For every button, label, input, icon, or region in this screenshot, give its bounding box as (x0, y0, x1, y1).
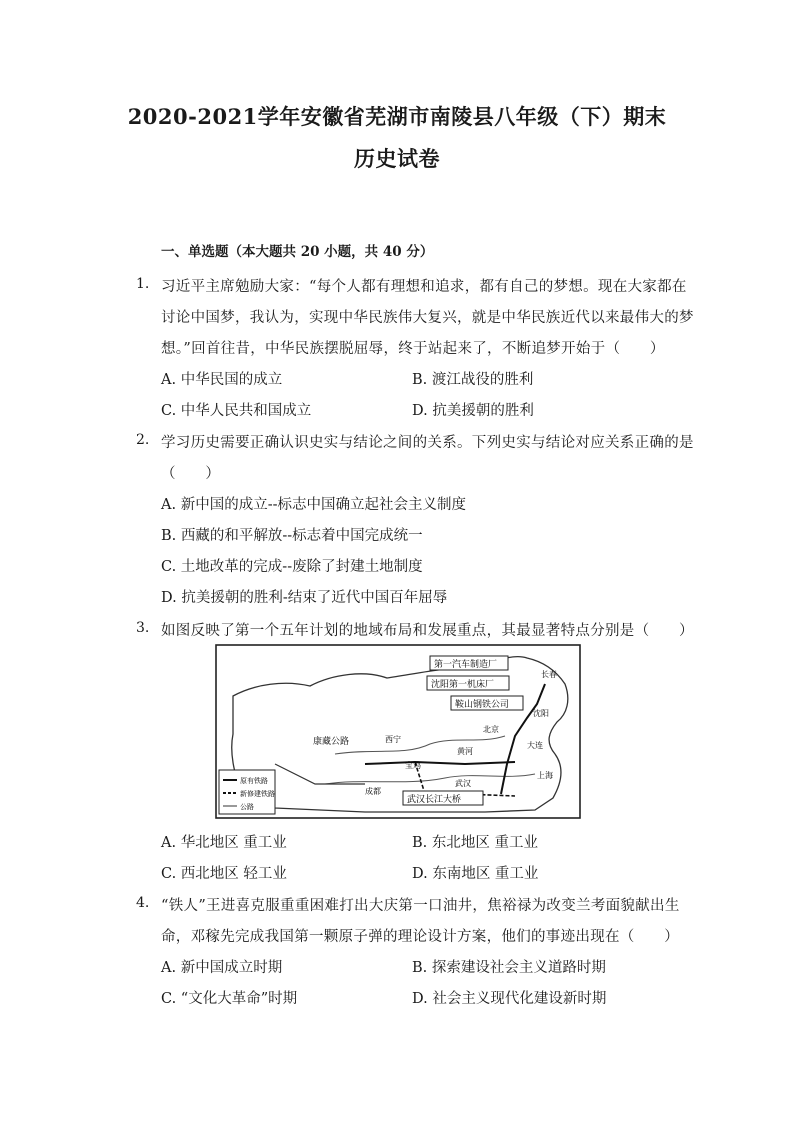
question-1-option-b[interactable]: B. 渡江战役的胜利 (412, 372, 534, 388)
exam-title-line1: 2020-2021学年安徽省芜湖市南陵县八年级（下）期末 (127, 104, 667, 129)
question-4-option-b[interactable]: B. 探索建设社会主义道路时期 (412, 960, 606, 976)
factory-label: 沈阳第一机床厂 (431, 680, 495, 690)
question-4-option-d[interactable]: D. 社会主义现代化建设新时期 (412, 991, 607, 1007)
place-label: 北京 (483, 725, 499, 734)
question-1-option-a[interactable]: A. 中华民国的成立 (161, 372, 283, 388)
question-2-option-a[interactable]: A. 新中国的成立--标志中国确立起社会主义制度 (161, 497, 466, 513)
question-1-line: 想。”回首往昔，中华民族摆脱屈辱，终于站起来了，不断追梦开始于（ ） (161, 341, 665, 357)
legend-label: 公路 (240, 803, 254, 811)
place-label: 长春 (541, 670, 557, 679)
section-heading: 一、单选题（本大题共 20 小题，共 40 分） (161, 244, 434, 260)
railway-line (365, 762, 515, 764)
place-label: 上海 (537, 771, 553, 780)
place-label: 大连 (527, 741, 543, 750)
question-3-option-b[interactable]: B. 东北地区 重工业 (412, 835, 538, 851)
factory-label: 武汉长江大桥 (407, 795, 462, 805)
question-1-option-c[interactable]: C. 中华人民共和国成立 (161, 403, 312, 419)
question-3-line: 如图反映了第一个五年计划的地域布局和发展重点，其最显著特点分别是（ ） (161, 623, 694, 639)
question-1-line: 讨论中国梦，我认为，实现中华民族伟大复兴，就是中华民族近代以来最伟大的梦 (161, 310, 694, 326)
question-1-number: 1. (136, 276, 150, 292)
exam-title-line2: 历史试卷 (354, 146, 440, 171)
question-2-option-c[interactable]: C. 土地改革的完成--废除了封建土地制度 (161, 559, 423, 575)
factory-label: 第一汽车制造厂 (434, 660, 498, 670)
question-4-line: 命，邓稼先完成我国第一颗原子弹的理论设计方案，他们的事迹出现在（ ） (161, 929, 679, 945)
question-1-option-d[interactable]: D. 抗美援朝的胜利 (412, 403, 534, 419)
place-label: 黄河 (457, 747, 473, 756)
question-2-line: 学习历史需要正确认识史实与结论之间的关系。下列史实与结论对应关系正确的是 (161, 435, 694, 451)
question-4-line: “铁人”王进喜克服重重困难打出大庆第一口油井，焦裕禄为改变兰考面貌献出生 (161, 898, 680, 914)
question-3-option-a[interactable]: A. 华北地区 重工业 (161, 835, 287, 851)
question-2-line: （ ） (161, 466, 221, 482)
question-4-option-a[interactable]: A. 新中国成立时期 (161, 960, 283, 976)
place-label: 武汉 (455, 779, 471, 788)
place-label: 宝鸡 (405, 761, 421, 770)
question-2-option-d[interactable]: D. 抗美援朝的胜利-结束了近代中国百年屈辱 (161, 590, 448, 606)
place-label: 成都 (365, 787, 381, 796)
legend-label: 原有铁路 (240, 777, 268, 785)
question-4-number: 4. (136, 895, 150, 911)
place-label: 西宁 (385, 735, 401, 744)
first-five-year-plan-map (215, 644, 581, 819)
question-2-option-b[interactable]: B. 西藏的和平解放--标志着中国完成统一 (161, 528, 423, 544)
legend-label: 新修建铁路 (240, 790, 275, 798)
question-1-line: 习近平主席勉励大家：“每个人都有理想和追求，都有自己的梦想。现在大家都在 (161, 279, 687, 295)
factory-label: 康藏公路 (313, 737, 350, 747)
question-3-number: 3. (136, 620, 150, 636)
factory-label: 鞍山钢铁公司 (455, 700, 510, 710)
place-label: 沈阳 (533, 709, 549, 718)
question-3-option-d[interactable]: D. 东南地区 重工业 (412, 866, 539, 882)
question-3-option-c[interactable]: C. 西北地区 轻工业 (161, 866, 287, 882)
question-2-number: 2. (136, 432, 150, 448)
question-4-option-c[interactable]: C. “文化大革命”时期 (161, 991, 298, 1007)
